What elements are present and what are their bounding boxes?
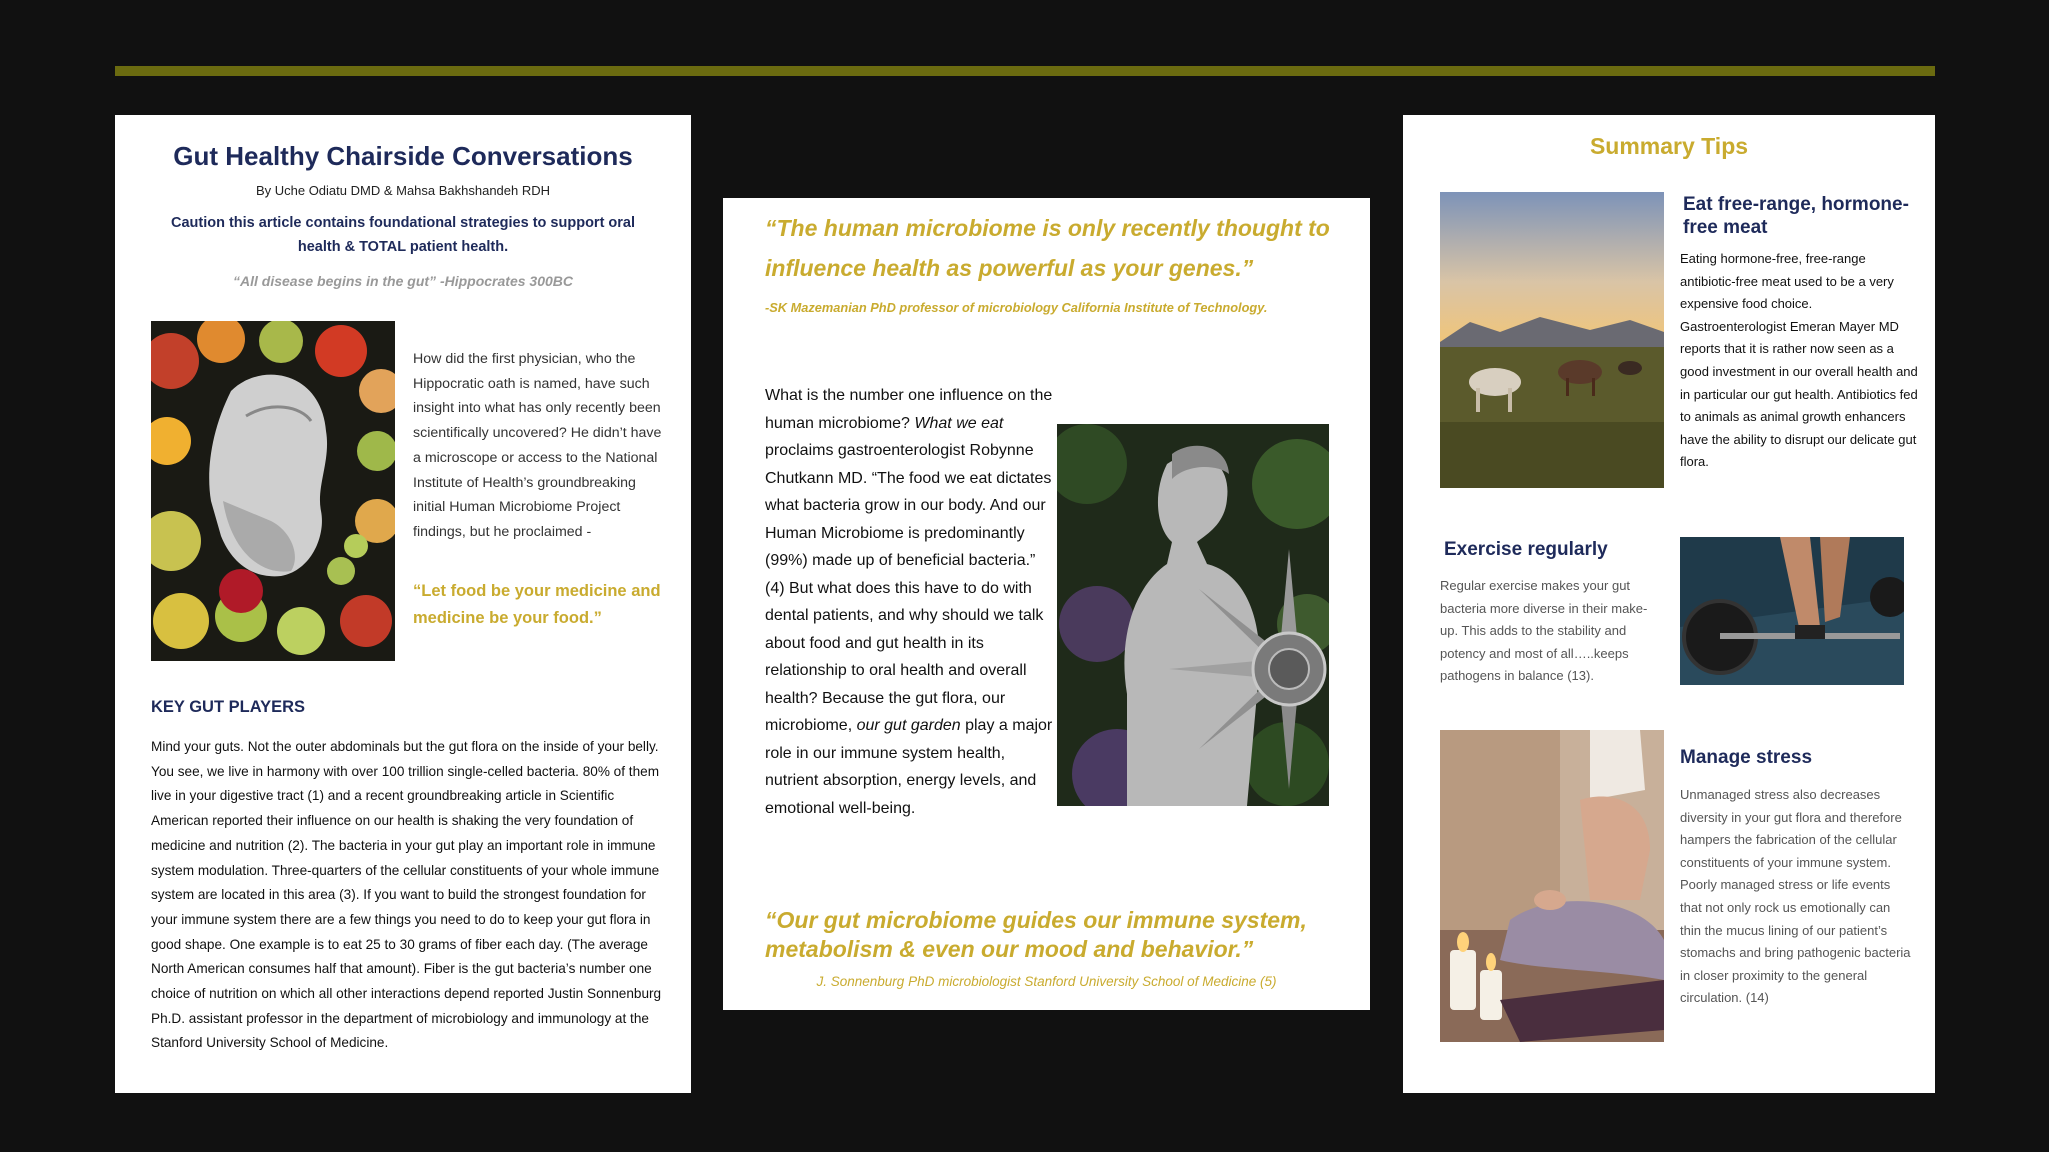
caution-text: Caution this article contains foundational strategies to support oral health & TOTAL patient health. bbox=[170, 215, 636, 255]
paragraph-text: What is the number one influence on the human microbiome? bbox=[765, 387, 1053, 432]
quote-attribution-2: J. Sonnenburg PhD microbiologist Stanford University School of Medicine (5) bbox=[816, 974, 1277, 989]
accent-bar bbox=[115, 66, 1935, 76]
article-title: Gut Healthy Chairside Conversations bbox=[173, 141, 633, 171]
food-medicine-quote: “Let food be your medicine and medicine be your food.” bbox=[413, 582, 661, 627]
tip-text-exercise: Regular exercise makes your gut bacteria more diverse in their make-up. This adds to the stability and potency and most of all…..keeps pathogens in balance (13). bbox=[1440, 578, 1648, 684]
microbiome-paragraph bbox=[765, 382, 1055, 822]
tip-text-stress: Unmanaged stress also decreases diversity in your gut flora and therefore hampers the fabrication of the cellular constituents of your immune system. Poorly managed stress or life events that not only rock us emotionally can thin the mucus lining of our patient’s stomachs and bring pathogenic bacteria in closer proximity to the general circulation. (14) bbox=[1680, 787, 1911, 1006]
paragraph-emphasis: our gut garden bbox=[856, 717, 961, 734]
tip-heading-stress: Manage stress bbox=[1680, 747, 1813, 768]
paragraph-text: play a major role in our immune system health, nutrient absorption, energy levels, and emotional well-being. bbox=[765, 717, 1053, 817]
tip-heading-meat: Eat free-range, hormone-free meat bbox=[1683, 194, 1909, 238]
tip-heading-exercise: Exercise regularly bbox=[1444, 539, 1608, 560]
microbiome-genes-quote: “The human microbiome is only recently thought to influence health as powerful as your genes.” bbox=[765, 215, 1330, 281]
paragraph-text: proclaims gastroenterologist Robynne Chutkann MD. “The food we eat dictates what bacteria grow in our body. And our Human Microbiome is predominantly (99%) made up of beneficial bacteria.” (4) But what does this have to do with dental patients, and why should we talk about food and gut health in its relationship to oral health and overall health? Because the gut flora, our microbiome, bbox=[765, 442, 1052, 734]
key-gut-players-paragraph: Mind your guts. Not the outer abdominals but the gut flora on the inside of your belly. You see, we live in harmony with over 100 trillion single-celled bacteria. 80% of them live in your digestive tract (1) and a recent groundbreaking article in Scientific American reported their influence on our health is shaking the very foundation of medicine and nutrition (2). The bacteria in your gut play an important role in immune system modulation. Three-quarters of the cellular constituents of your whole immune system are located in this area (3). If you want to build the strongest foundation for your immune system there are a few things you need to do to keep your gut flora in good shape. One example is to eat 25 to 30 grams of fiber each day. (The average North American consumes half that amount). Fiber is the gut bacteria’s number one choice of nutrition on which all other interactions depend reported Justin Sonnenburg Ph.D. assistant professor in the department of microbiology and immunology at the Stanford University School of Medicine. bbox=[151, 739, 662, 1051]
article-page-1 bbox=[115, 115, 691, 1093]
summary-title: Summary Tips bbox=[1589, 133, 1749, 159]
greek-statue-with-compass-image bbox=[1057, 424, 1329, 806]
hippocrates-quote: “All disease begins in the gut” -Hippocrates 300BC bbox=[233, 273, 573, 289]
intro-paragraph: How did the first physician, who the Hippocratic oath is named, have such insight into what has only recently been scientifically uncovered? He didn’t have a microscope or access to the National Institute of Health’s groundbreaking initial Human Microbiome Project findings, but he proclaimed - bbox=[413, 351, 662, 540]
hippocrates-bust-with-fruit-image bbox=[151, 321, 395, 661]
paragraph-emphasis: What we eat bbox=[914, 414, 1004, 432]
meditation-candles-image bbox=[1440, 730, 1664, 1042]
gut-immune-quote: “Our gut microbiome guides our immune system, metabolism & even our mood and behavior.” bbox=[765, 907, 1307, 962]
cows-grazing-image bbox=[1440, 192, 1664, 488]
article-page-2 bbox=[723, 198, 1370, 1010]
barbell-lift-image bbox=[1680, 537, 1904, 685]
quote-attribution: -SK Mazemanian PhD professor of microbiology California Institute of Technology. bbox=[765, 300, 1268, 315]
byline: By Uche Odiatu DMD & Mahsa Bakhshandeh RDH bbox=[255, 183, 551, 198]
summary-tips-page bbox=[1403, 115, 1935, 1093]
tip-text-meat: Eating hormone-free, free-range antibiotic-free meat used to be a very expensive food choice. Gastroenterologist Emeran Mayer MD reports that it is rather now seen as a good investment in our overall health and in particular our gut health. Antibiotics fed to animals as animal growth enhancers have the ability to disrupt our delicate gut flora. bbox=[1680, 251, 1918, 470]
key-gut-players-heading: KEY GUT PLAYERS bbox=[151, 698, 306, 716]
